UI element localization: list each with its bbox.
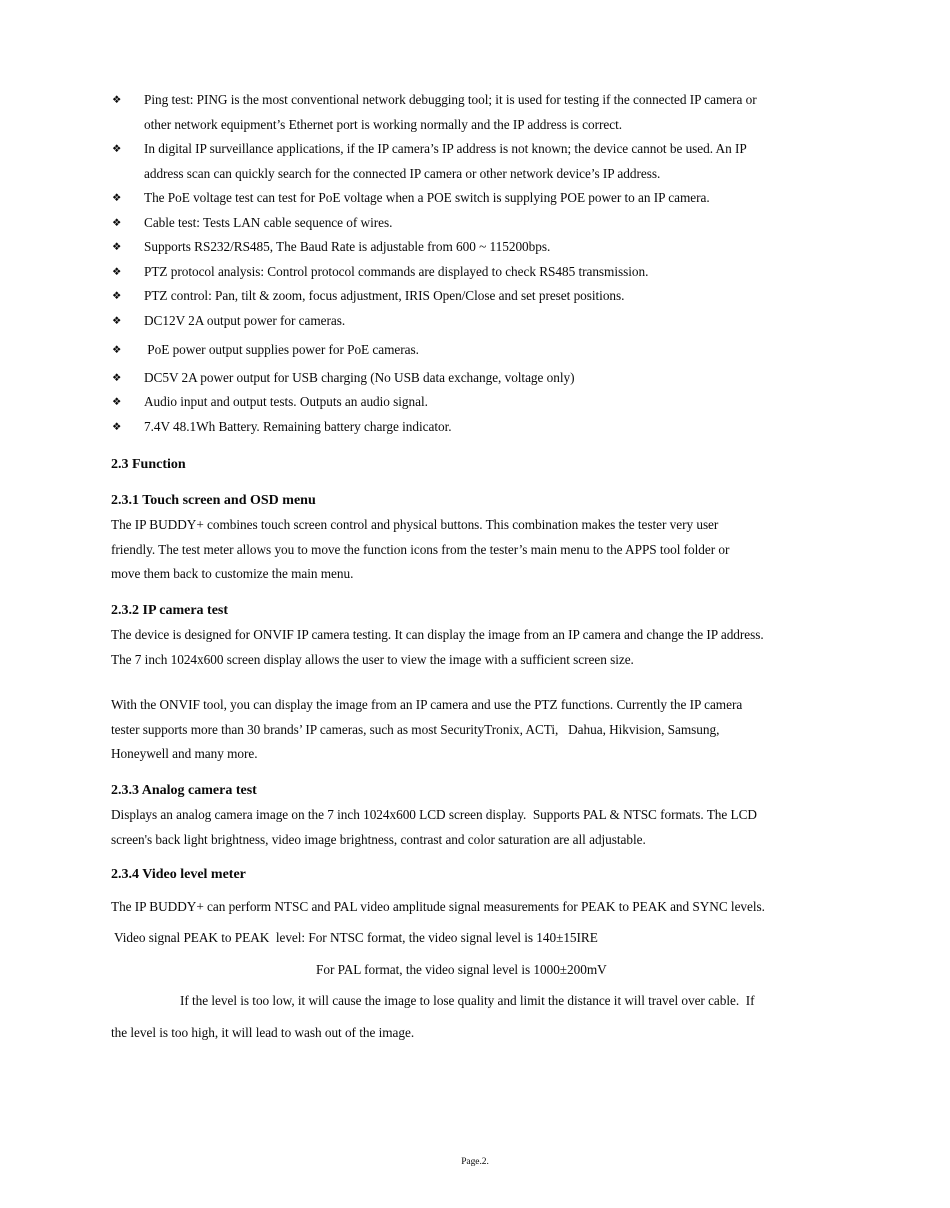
- feature-text: [144, 366, 901, 391]
- paragraph-ip-camera-1: [111, 623, 901, 672]
- feature-list-item: [111, 309, 901, 334]
- text-line: Audio input and output tests. Outputs an audio signal.: [144, 394, 428, 409]
- paragraph-video-level-4: If the level is too low, it will cause the image to lose quality and limit the distance it will travel over cable. If: [180, 993, 755, 1008]
- text-line: other network equipment’s Ethernet port is working normally and the IP address is correct.: [144, 116, 623, 132]
- feature-list: [111, 88, 901, 439]
- text-line: The device is designed for ONVIF IP camera testing. It can display the image from an IP camera and change the IP address.: [111, 627, 764, 642]
- feature-list-item: [111, 137, 901, 186]
- text-line: In digital IP surveillance applications, if the IP camera’s IP address is not known; the device cannot be used. An IP: [144, 141, 747, 156]
- feature-list-item: [111, 415, 901, 440]
- feature-text: [144, 338, 901, 363]
- text-line: 7.4V 48.1Wh Battery. Remaining battery charge indicator.: [144, 418, 452, 434]
- feature-list-item: [111, 88, 901, 137]
- paragraph-video-level-5: the level is too high, it will lead to wash out of the image.: [111, 1024, 415, 1040]
- text-line: address scan can quickly search for the connected IP camera or other network device’s IP address.: [144, 165, 661, 181]
- text-line: The PoE voltage test can test for PoE voltage when a POE switch is supplying POE power to an IP camera.: [144, 190, 710, 205]
- text-line: PTZ control: Pan, tilt & zoom, focus adjustment, IRIS Open/Close and set preset positions.: [144, 288, 625, 303]
- feature-list-item: [111, 235, 901, 260]
- paragraph-video-level-3: For PAL format, the video signal level is 1000±200mV: [316, 961, 607, 977]
- diamond-bullet-icon: ❖: [112, 94, 122, 106]
- feature-list-item: [111, 390, 901, 415]
- diamond-bullet-icon: ❖: [112, 371, 122, 384]
- text-line: The IP BUDDY+ combines touch screen control and physical buttons. This combination makes the tester very user: [111, 517, 719, 532]
- text-line: Displays an analog camera image on the 7 inch 1024x600 LCD screen display. Supports PAL & NTSC formats. The LCD: [111, 807, 757, 822]
- feature-list-item: [111, 366, 901, 391]
- text-line: PTZ protocol analysis: Control protocol commands are displayed to check RS485 transmission.: [144, 263, 649, 279]
- diamond-bullet-icon: ❖: [112, 396, 122, 408]
- feature-text: [144, 137, 901, 186]
- text-line: DC5V 2A power output for USB charging (No USB data exchange, voltage only): [144, 369, 575, 385]
- text-line: Honeywell and many more.: [111, 746, 258, 761]
- text-line: screen's back light brightness, video image brightness, contrast and color saturation are all adjustable.: [111, 831, 646, 847]
- text-line: DC12V 2A output power for cameras.: [144, 312, 346, 328]
- feature-text: [144, 284, 901, 309]
- text-line: PoE power output supplies power for PoE cameras.: [144, 342, 419, 357]
- text-line: Supports RS232/RS485, The Baud Rate is adjustable from 600 ~ 115200bps.: [144, 239, 551, 254]
- text-line: Ping test: PING is the most conventional network debugging tool; it is used for testing if the connected IP camera or: [144, 92, 757, 107]
- feature-text: [144, 211, 901, 236]
- text-line: friendly. The test meter allows you to move the function icons from the tester’s main menu to the APPS tool folder or: [111, 541, 730, 557]
- diamond-bullet-icon: ❖: [112, 314, 122, 327]
- feature-text: [144, 235, 901, 260]
- paragraph-ip-camera-2: [111, 693, 901, 767]
- diamond-bullet-icon: ❖: [112, 216, 122, 229]
- feature-text: [144, 186, 901, 211]
- page-content: [111, 88, 901, 1052]
- section-heading-touch-screen: 2.3.1 Touch screen and OSD menu: [111, 492, 316, 508]
- text-line: move them back to customize the main menu.: [111, 566, 354, 581]
- diamond-bullet-icon: ❖: [112, 290, 122, 302]
- paragraph-touch-screen: [111, 513, 901, 587]
- text-line: The 7 inch 1024x600 screen display allows the user to view the image with a sufficient screen size.: [111, 651, 634, 667]
- paragraph-analog-camera: [111, 803, 901, 852]
- feature-text: [144, 390, 901, 415]
- diamond-bullet-icon: ❖: [112, 192, 122, 204]
- feature-text: [144, 88, 901, 137]
- section-heading-function: 2.3 Function: [111, 457, 186, 472]
- text-line: tester supports more than 30 brands’ IP cameras, such as most SecurityTronix, ACTi, Dahua, Hikvision, Samsung,: [111, 721, 720, 737]
- page-number: Page.2.: [461, 1157, 489, 1167]
- text-line: With the ONVIF tool, you can display the image from an IP camera and use the PTZ functions. Currently the IP camera: [111, 697, 743, 712]
- diamond-bullet-icon: ❖: [112, 344, 122, 356]
- feature-list-item: [111, 186, 901, 211]
- section-heading-ip-camera-test: 2.3.2 IP camera test: [111, 602, 229, 618]
- section-heading-video-level-meter: 2.3.4 Video level meter: [111, 867, 246, 882]
- feature-text: [144, 415, 901, 440]
- feature-text: [144, 309, 901, 334]
- feature-list-item: [111, 260, 901, 285]
- diamond-bullet-icon: ❖: [112, 241, 122, 253]
- feature-text: [144, 260, 901, 285]
- section-heading-analog-camera-test: 2.3.3 Analog camera test: [111, 782, 257, 798]
- feature-list-item: [111, 284, 901, 309]
- text-line: Cable test: Tests LAN cable sequence of wires.: [144, 214, 393, 230]
- diamond-bullet-icon: ❖: [112, 143, 122, 155]
- paragraph-video-level-2: Video signal PEAK to PEAK level: For NTSC format, the video signal level is 140±15IRE: [114, 930, 598, 945]
- feature-list-item: [111, 211, 901, 236]
- diamond-bullet-icon: ❖: [112, 265, 122, 278]
- diamond-bullet-icon: ❖: [112, 420, 122, 433]
- paragraph-video-level-1: The IP BUDDY+ can perform NTSC and PAL video amplitude signal measurements for PEAK to PEAK and SYNC levels.: [111, 898, 765, 914]
- feature-list-item: [111, 338, 901, 363]
